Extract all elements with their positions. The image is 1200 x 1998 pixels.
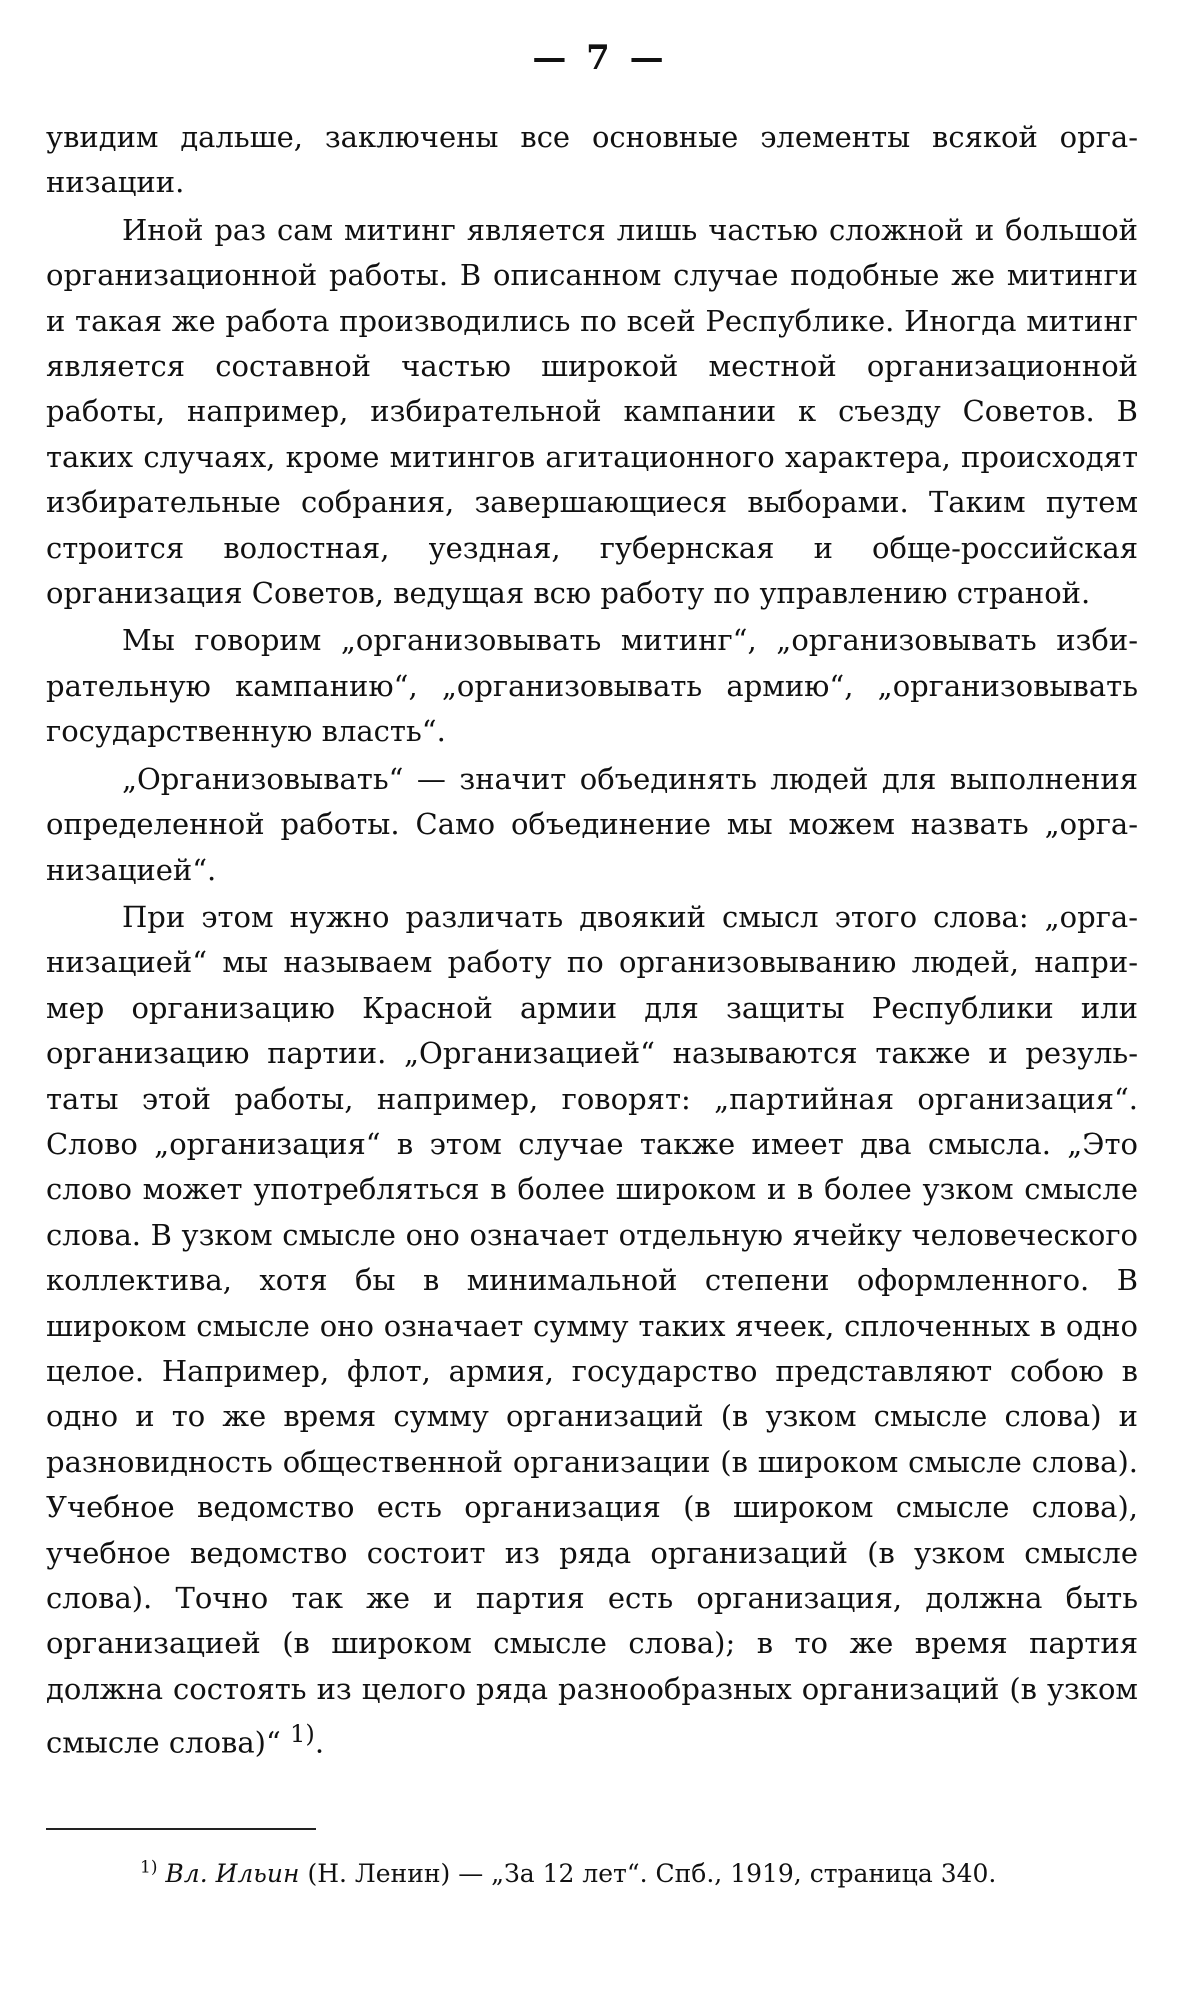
footnote-author: Вл. Ильин <box>165 1859 300 1888</box>
footnote-text: (Н. Ленин) — „За 12 лет“. Спб., 1919, страница 340. <box>299 1859 997 1888</box>
footnote-reference: 1) <box>290 1720 315 1749</box>
paragraph-meeting-work: Иной раз сам митинг является лишь частью сложной и большой организационной работы. В описанном случае подобные же митинги и такая же работа производились по всей Республике. Иногда митинг является составной частью широкой местной организационной работы, например, избирательной кампании к съезду Советов. В таких случаях, кроме митингов агитационного характера, происходят избирательные собрания, завершающиеся выборами. Таким путем строится волостная, уездная, губернская и обще-российская организация Советов, ведущая всю работу по управлению страной. <box>46 212 1138 611</box>
paragraph-organize-definition: „Организовывать“ — значит объединять людей для выполнения определенной работы. Само объединение мы можем назвать „организацией“. <box>46 761 1138 887</box>
footnote-divider <box>46 1828 316 1830</box>
footnote-marker: 1) <box>140 1857 158 1878</box>
paragraph-we-say: Мы говорим „организовывать митинг“, „организовывать избирательную кампанию“, „организовывать армию“, „организовывать государственную власть“. <box>46 623 1138 749</box>
paragraph-continuation: увидим дальше, заключены все основные элементы всякой организации. <box>46 120 1138 200</box>
paragraph-double-meaning-text: При этом нужно различать двоякий смысл этого слова: „организацией“ мы называем работу по организовыванию людей, например организацию Красной армии для защиты Республики или организацию партии. „Организацией“ называются также и результаты этой работы, например, говорят: „партийная организация“. Слово „организация“ в этом случае также имеет два смысла. „Это слово может употребляться в более широком и в более узком смысле слова. В узком смысле оно означает отдельную ячейку человеческого коллектива, хотя бы в минимальной степени оформленного. В широком смысле оно означает сумму таких ячеек, сплоченных в одно целое. Например, флот, армия, государство представляют собою в одно и то же время сумму организаций (в узком смысле слова) и разновидность общественной организации (в широком смысле слова). Учебное ведомство есть организация (в широком смысле слова), учебное ведомство состоит из ряда организаций (в узком смысле слова). Точно так же и партия есть организация, должна быть организацией (в широком смысле слова); в то же время партия должна состоять из целого ряда разнообразных организаций (в узком смысле слова)“ <box>46 899 1138 1760</box>
footnote <box>140 1856 1140 1892</box>
paragraph-end-period: . <box>314 1725 325 1760</box>
page-number: — 7 — <box>532 38 668 78</box>
body-text <box>46 115 1138 1766</box>
paragraph-double-meaning <box>46 895 1138 1766</box>
